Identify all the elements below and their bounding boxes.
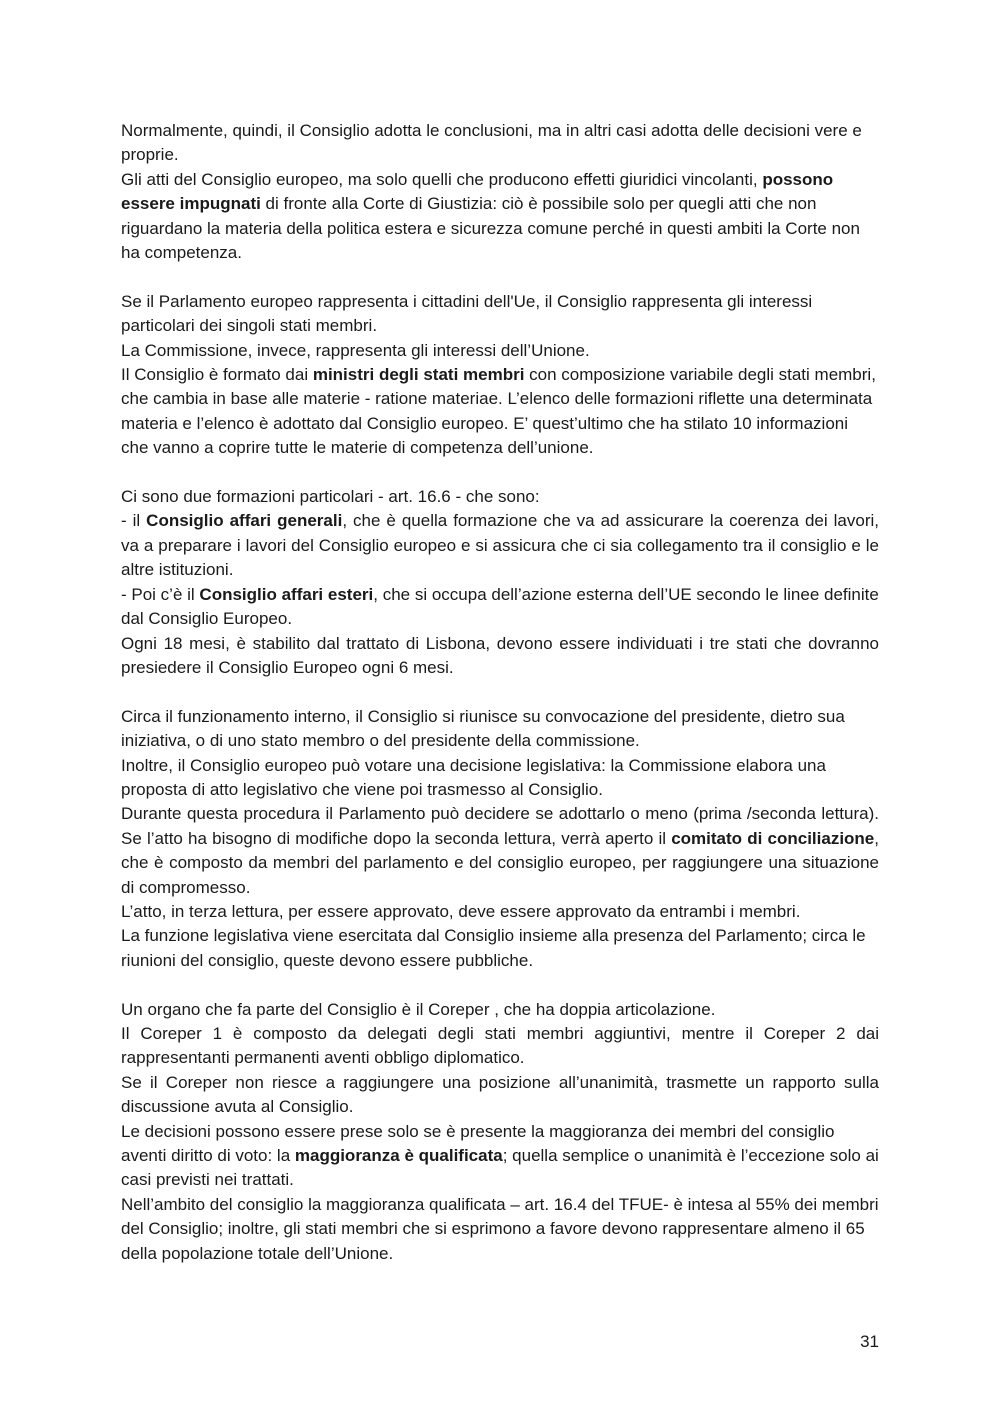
paragraph-gap (121, 973, 879, 997)
paragraph-p18 (121, 1120, 879, 1193)
bold-text: maggioranza è qualificata (294, 1146, 503, 1165)
bold-text: Consiglio affari generali (146, 511, 343, 531)
paragraph-p9 (121, 632, 879, 681)
document-body (121, 119, 879, 1266)
text-run: L’atto, in terza lettura, per essere approvato, deve essere approvato da entrambi i membri. (121, 901, 801, 921)
text-run: Nell’ambito del consiglio la maggioranza qualificata – art. 16.4 del TFUE- è intesa al 55% dei membri del Consiglio; inoltre, gli stati membri che si esprimono a favore devono rappresentare almeno il 65 della popolazione totale dell’Unione. (121, 1194, 879, 1263)
text-run: Gli atti del Consiglio europeo, ma solo quelli che producono effetti giuridici vincolanti, (121, 169, 763, 189)
bold-text: comitato di conciliazione (671, 828, 875, 848)
page-number: 31 (860, 1332, 879, 1351)
paragraph-p7 (121, 509, 879, 582)
text-run: Ci sono due formazioni particolari - art. 16.6 - che sono: (121, 487, 540, 507)
paragraph-p1 (121, 119, 879, 168)
text-run: Il Coreper 1 è composto da delegati degli stati membri aggiuntivi, mentre il Coreper 2 dai rappresentanti permanenti aventi obbligo diplomatico. (121, 1023, 879, 1068)
paragraph-p13 (121, 900, 879, 924)
paragraph-p4 (121, 339, 879, 363)
paragraph-p10 (121, 705, 879, 754)
text-run: Il Consiglio è formato dai (121, 365, 313, 385)
text-run: Normalmente, quindi, il Consiglio adotta le conclusioni, ma in altri casi adotta delle decisioni vere e proprie. (121, 121, 862, 165)
text-run: Se il Parlamento europeo rappresenta i cittadini dell'Ue, il Consiglio rappresenta gli interessi particolari dei singoli stati membri. (121, 291, 813, 336)
text-run: , che è composto da membri del parlamento e del consiglio europeo, per raggiungere una situazione di compromesso. (121, 828, 879, 897)
paragraph-p3 (121, 290, 879, 339)
text-run: Le decisioni possono essere prese solo se è presente la maggioranza dei membri del consiglio aventi diritto di voto: la (121, 1121, 835, 1165)
paragraph-p14 (121, 924, 879, 973)
paragraph-gap (121, 461, 879, 485)
paragraph-gap (121, 680, 879, 704)
text-run: Se il Coreper non riesce a raggiungere una posizione all’unanimità, trasmette un rapporto sulla discussione avuta al Consiglio. (121, 1072, 879, 1117)
paragraph-p17 (121, 1071, 879, 1120)
text-run: - Poi c’è il (121, 584, 200, 604)
text-run: Circa il funzionamento interno, il Consiglio si riunisce su convocazione del presidente, dietro sua iniziativa, o di uno stato membro o del presidente della commissione. (121, 706, 845, 751)
bold-text: possono essere impugnati (121, 169, 834, 214)
paragraph-p2 (121, 168, 879, 266)
paragraph-p16 (121, 1022, 879, 1071)
paragraph-p15 (121, 998, 879, 1022)
text-run: Durante questa procedura il Parlamento può decidere se adottarlo o meno (prima /seconda lettura). Se l’atto ha bisogno di modifiche dopo la seconda lettura, verrà aperto il (121, 804, 879, 848)
paragraph-p19 (121, 1193, 879, 1266)
paragraph-p11 (121, 754, 879, 803)
paragraph-p5 (121, 363, 879, 461)
text-run: , che si occupa dell’azione esterna dell’UE secondo le linee definite dal Consiglio Europeo. (121, 584, 879, 629)
paragraph-p6 (121, 485, 879, 509)
text-run: Inoltre, il Consiglio europeo può votare una decisione legislativa: la Commissione elabora una proposta di atto legislativo che viene poi trasmesso al Consiglio. (121, 755, 826, 799)
text-run: Un organo che fa parte del Consiglio è il Coreper , che ha doppia articolazione. (121, 999, 716, 1019)
text-run: - il (121, 511, 147, 531)
text-run: ; quella semplice o unanimità è l’eccezione solo ai casi previsti nei trattati. (121, 1146, 879, 1190)
paragraph-p8 (121, 583, 879, 632)
bold-text: ministri degli stati membri (312, 365, 525, 385)
text-run: , che è quella formazione che va ad assicurare la coerenza dei lavori, va a preparare i lavori del Consiglio europeo e si assicura che ci sia collegamento tra il consiglio e le altre istituzioni. (121, 511, 879, 580)
text-run: con composizione variabile degli stati membri, che cambia in base alle materie - ratione materiae. L’elenco delle formazioni riflette una determinata materia e l’elenco è adottato dal Consiglio europeo. E’ quest’ultimo che ha stilato 10 informazioni che vanno a coprire tutte le materie di competenza dell’unione. (121, 365, 876, 458)
paragraph-p12 (121, 802, 879, 900)
paragraph-gap (121, 265, 879, 289)
text-run: La funzione legislativa viene esercitata dal Consiglio insieme alla presenza del Parlamento; circa le riunioni del consiglio, queste devono essere pubbliche. (121, 926, 866, 970)
bold-text: Consiglio affari esteri (199, 584, 374, 604)
text-run: Ogni 18 mesi, è stabilito dal trattato di Lisbona, devono essere individuati i tre stati che dovranno presiedere il Consiglio Europeo ogni 6 mesi. (121, 633, 879, 677)
text-run: di fronte alla Corte di Giustizia: ciò è possibile solo per quegli atti che non riguardano la materia della politica estera e sicurezza comune perché in questi ambiti la Corte non ha competenza. (121, 194, 860, 263)
text-run: La Commissione, invece, rappresenta gli interessi dell’Unione. (121, 340, 590, 360)
